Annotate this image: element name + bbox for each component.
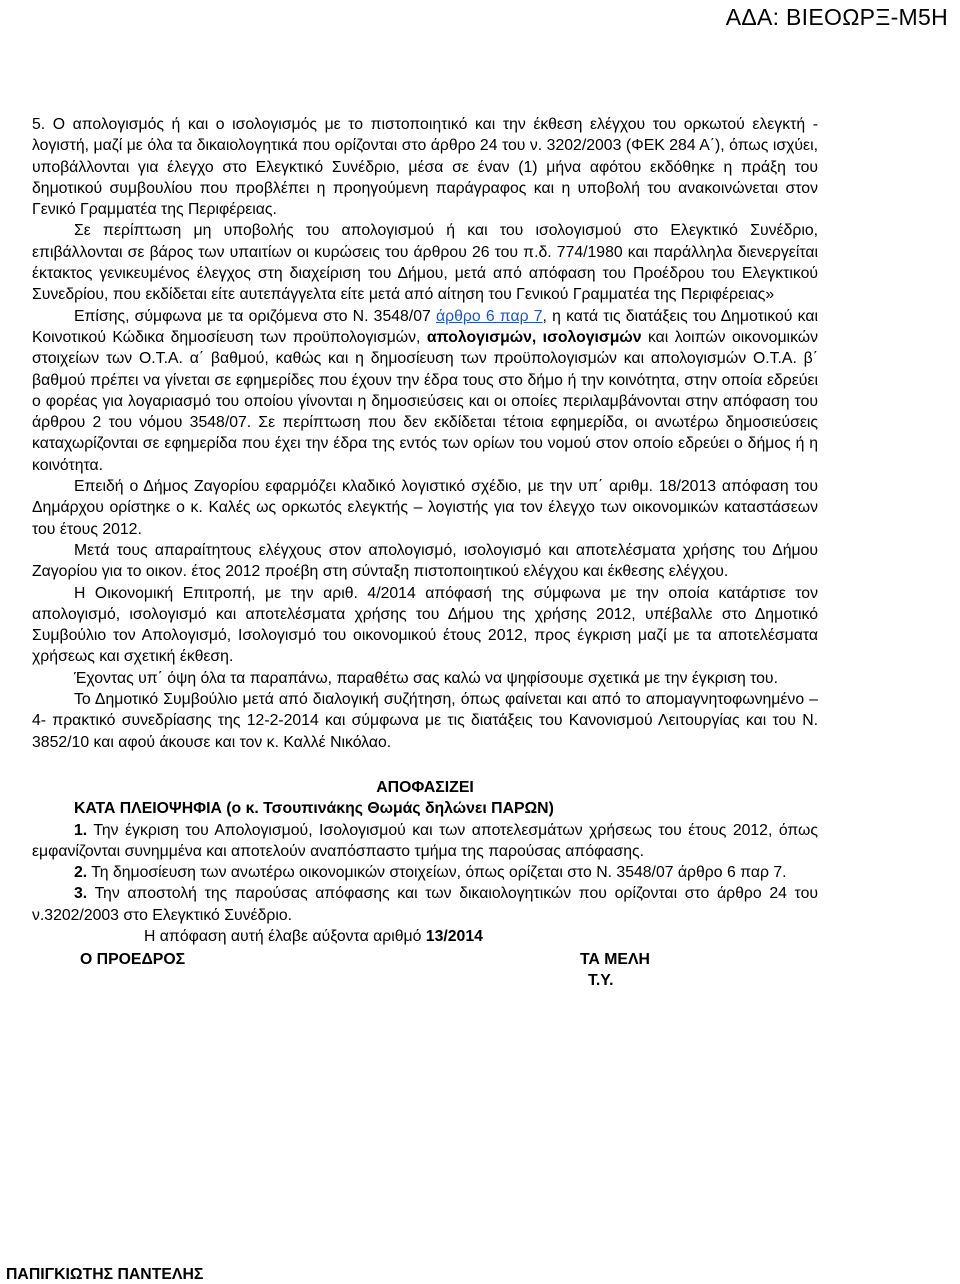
paragraph-proposal: Έχοντας υπ΄ όψη όλα τα παραπάνω, παραθέτω σας καλώ να ψηφίσουμε σχετικά με την έγκριση του. xyxy=(74,669,778,687)
paragraph-auditor: Επειδή ο Δήμος Ζαγορίου εφαρμόζει κλαδικό λογιστικό σχέδιο, με την υπ΄ αριθμ. 18/2013 απόφαση του Δημάρχου ορίστηκε ο κ. Καλές ως ορκωτός ελεγκτής – λογιστής για τον έλεγχο των οικονομικών καταστάσεων του έτους 2012. xyxy=(32,478,818,538)
ada-code: ΑΔΑ: ΒΙΕΟΩΡΞ-Μ5Η xyxy=(725,4,948,30)
decision-heading: ΑΠΟΦΑΣΙΖΕΙ xyxy=(376,778,474,796)
publication-text-c: και λοιπών οικονομικών στοιχείων των Ο.Τ.Α. α΄ βαθμού, καθώς και η δημοσίευση των προϋπολογισμών και απολογισμών Ο.Τ.Α. β΄ βαθμού πρέπει να γίνεται σε εφημερίδες που έχουν την έδρα τους στο δήμο ή την κοινότητα, στην οποία εδρεύει ο φορέας για λογαριασμό του οποίου γίνονται η δημοσιεύσεις και οι οποίες περιλαμβάνονται στην απόφαση του άρθρου 2 του νόμου 3548/07. Σε περίπτωση που δεν εκδίδεται τέτοια εφημερίδα, οι ανωτέρω δημοσιεύσεις καταχωρίζονται σε εφημερίδα που έχει την έδρα της εντός των ορίων του νομού στον οποίο εδρεύει ο δήμος ή η κοινότητα. xyxy=(32,328,819,474)
paragraph-publication xyxy=(32,306,818,476)
decision-number-label: Η απόφαση αυτή έλαβε αύξοντα αριθμό xyxy=(144,927,426,945)
paragraph-penalty: Σε περίπτωση μη υποβολής του απολογισμού ή και του ισολογισμού στο Ελεγκτικό Συνέδριο, επιβάλλονται σε βάρος των υπαιτίων οι κυρώσεις του άρθρου 26 του π.δ. 774/1980 και παράλληλα διενεργείται έκτακτος γενικευμένος έλεγχος στη διαχείριση του Δήμου, μετά από απόφαση του Προέδρου του Ελεγκτικού Συνεδρίου, που εκδίδεται είτε αυτεπάγγελτα είτε μετά από αίτηση του Γενικού Γραμματέα της Περιφέρειας» xyxy=(32,222,818,304)
decision-item-text: Την έγκριση του Απολογισμού, Ισολογισμού και των αποτελεσμάτων χρήσεως του έτους 2012, όπως εμφανίζονται συνημμένα και αποτελούν αναπόσπαστο τμήμα της παρούσας απόφασης. xyxy=(32,821,818,860)
decision-item-number: 2. xyxy=(74,864,88,882)
publication-text-b: , η κατά τις διατάξεις του Δημοτικού και Κοινοτικού Κώδικα δημοσίευση των προϋπολογισμών, xyxy=(32,307,818,346)
decision-item-number: 1. xyxy=(74,821,88,839)
publication-text-a: Επίσης, σύμφωνα με τα οριζόμενα στο Ν. 3548/07 xyxy=(74,307,436,325)
decision-number: 13/2014 xyxy=(425,927,483,945)
president-name: ΠΑΠΙΓΚΙΩΤΗΣ ΠΑΝΤΕΛΗΣ xyxy=(6,1266,204,1283)
document-body xyxy=(32,114,818,991)
decision-majority: ΚΑΤΑ ΠΛΕΙΟΨΗΦΙΑ (ο κ. Τσουπινάκης Θωμάς δηλώνει ΠΑΡΩΝ) xyxy=(74,800,554,818)
decision-item-text: Την αποστολή της παρούσας απόφασης και των δικαιολογητικών που ορίζονται στο άρθρο 24 του ν.3202/2003 στο Ελεγκτικό Συνέδριο. xyxy=(32,885,818,924)
members-ty-label: Τ.Υ. xyxy=(588,972,614,990)
paragraph-committee: Η Οικονομική Επιτροπή, με την αριθ. 4/2014 απόφασή της σύμφωνα με την οποία κατάρτισε τον απολογισμό, ισολογισμό και αποτελέσματα χρήσης του Δήμου της χρήσης 2012, υπέβαλλε στο Δημοτικό Συμβούλιο τον Απολογισμό, Ισολογισμό του οικονομικού έτους 2012, προς έγκριση μαζί με τα αποτελέσματα χρήσεως και σχετική έκθεση. xyxy=(32,584,818,666)
paragraph-5: 5. Ο απολογισμός ή και ο ισολογισμός με το πιστοποιητικό και την έκθεση ελέγχου του ορκωτού ελεγκτή - λογιστή, μαζί με όλα τα δικαιολογητικά που ορίζονται στο άρθρο 24 του ν. 3202/2003 (ΦΕΚ 284 Α΄), όπως ισχύει, υποβάλλονται για έλεγχο στο Ελεγκτικό Συνέδριο, μέσα σε έναν (1) μήνα αφότου εκδόθηκε η πράξη του δημοτικού συμβουλίου που προβλέπει η προηγούμενη παράγραφος και η υποβολή του ανακοινώνεται στον Γενικό Γραμματέα της Περιφέρειας. xyxy=(32,116,818,219)
decision-item-3 xyxy=(32,883,818,926)
paragraph-council: Το Δημοτικό Συμβούλιο μετά από διαλογική συζήτηση, όπως φαίνεται και από το απομαγνητοφωνημένο –4- πρακτικό συνεδρίασης της 12-2-2014 και σύμφωνα με τις διατάξεις του Κανονισμού Λειτουργίας και του Ν. 3852/10 και αφού άκουσε και τον κ. Καλλέ Νικόλαο. xyxy=(32,691,818,751)
decision-item-number: 3. xyxy=(74,885,88,903)
president-label: Ο ΠΡΟΕΔΡΟΣ xyxy=(80,951,186,969)
paragraph-audit-checks: Μετά τους απαραίτητους ελέγχους στον απολογισμό, ισολογισμό και αποτελέσματα χρήσης του Δήμου Ζαγορίου για το οικον. έτος 2012 προέβη στη σύνταξη πιστοποιητικού ελέγχου και έκθεσης ελέγχου. xyxy=(32,541,818,581)
publication-bold-text: απολογισμών, ισολογισμών xyxy=(426,328,642,346)
decision-item-text: Τη δημοσίευση των ανωτέρω οικονομικών στοιχείων, όπως ορίζεται στο Ν. 3548/07 άρθρο 6 παρ 7. xyxy=(87,864,787,882)
law-article-link[interactable]: άρθρο 6 παρ 7 xyxy=(435,307,543,325)
decision-number-line xyxy=(144,926,818,947)
signature-block xyxy=(32,949,818,991)
decision-item-2 xyxy=(32,862,818,883)
members-label: ΤΑ ΜΕΛΗ xyxy=(580,951,650,969)
decision-item-1 xyxy=(32,820,818,863)
